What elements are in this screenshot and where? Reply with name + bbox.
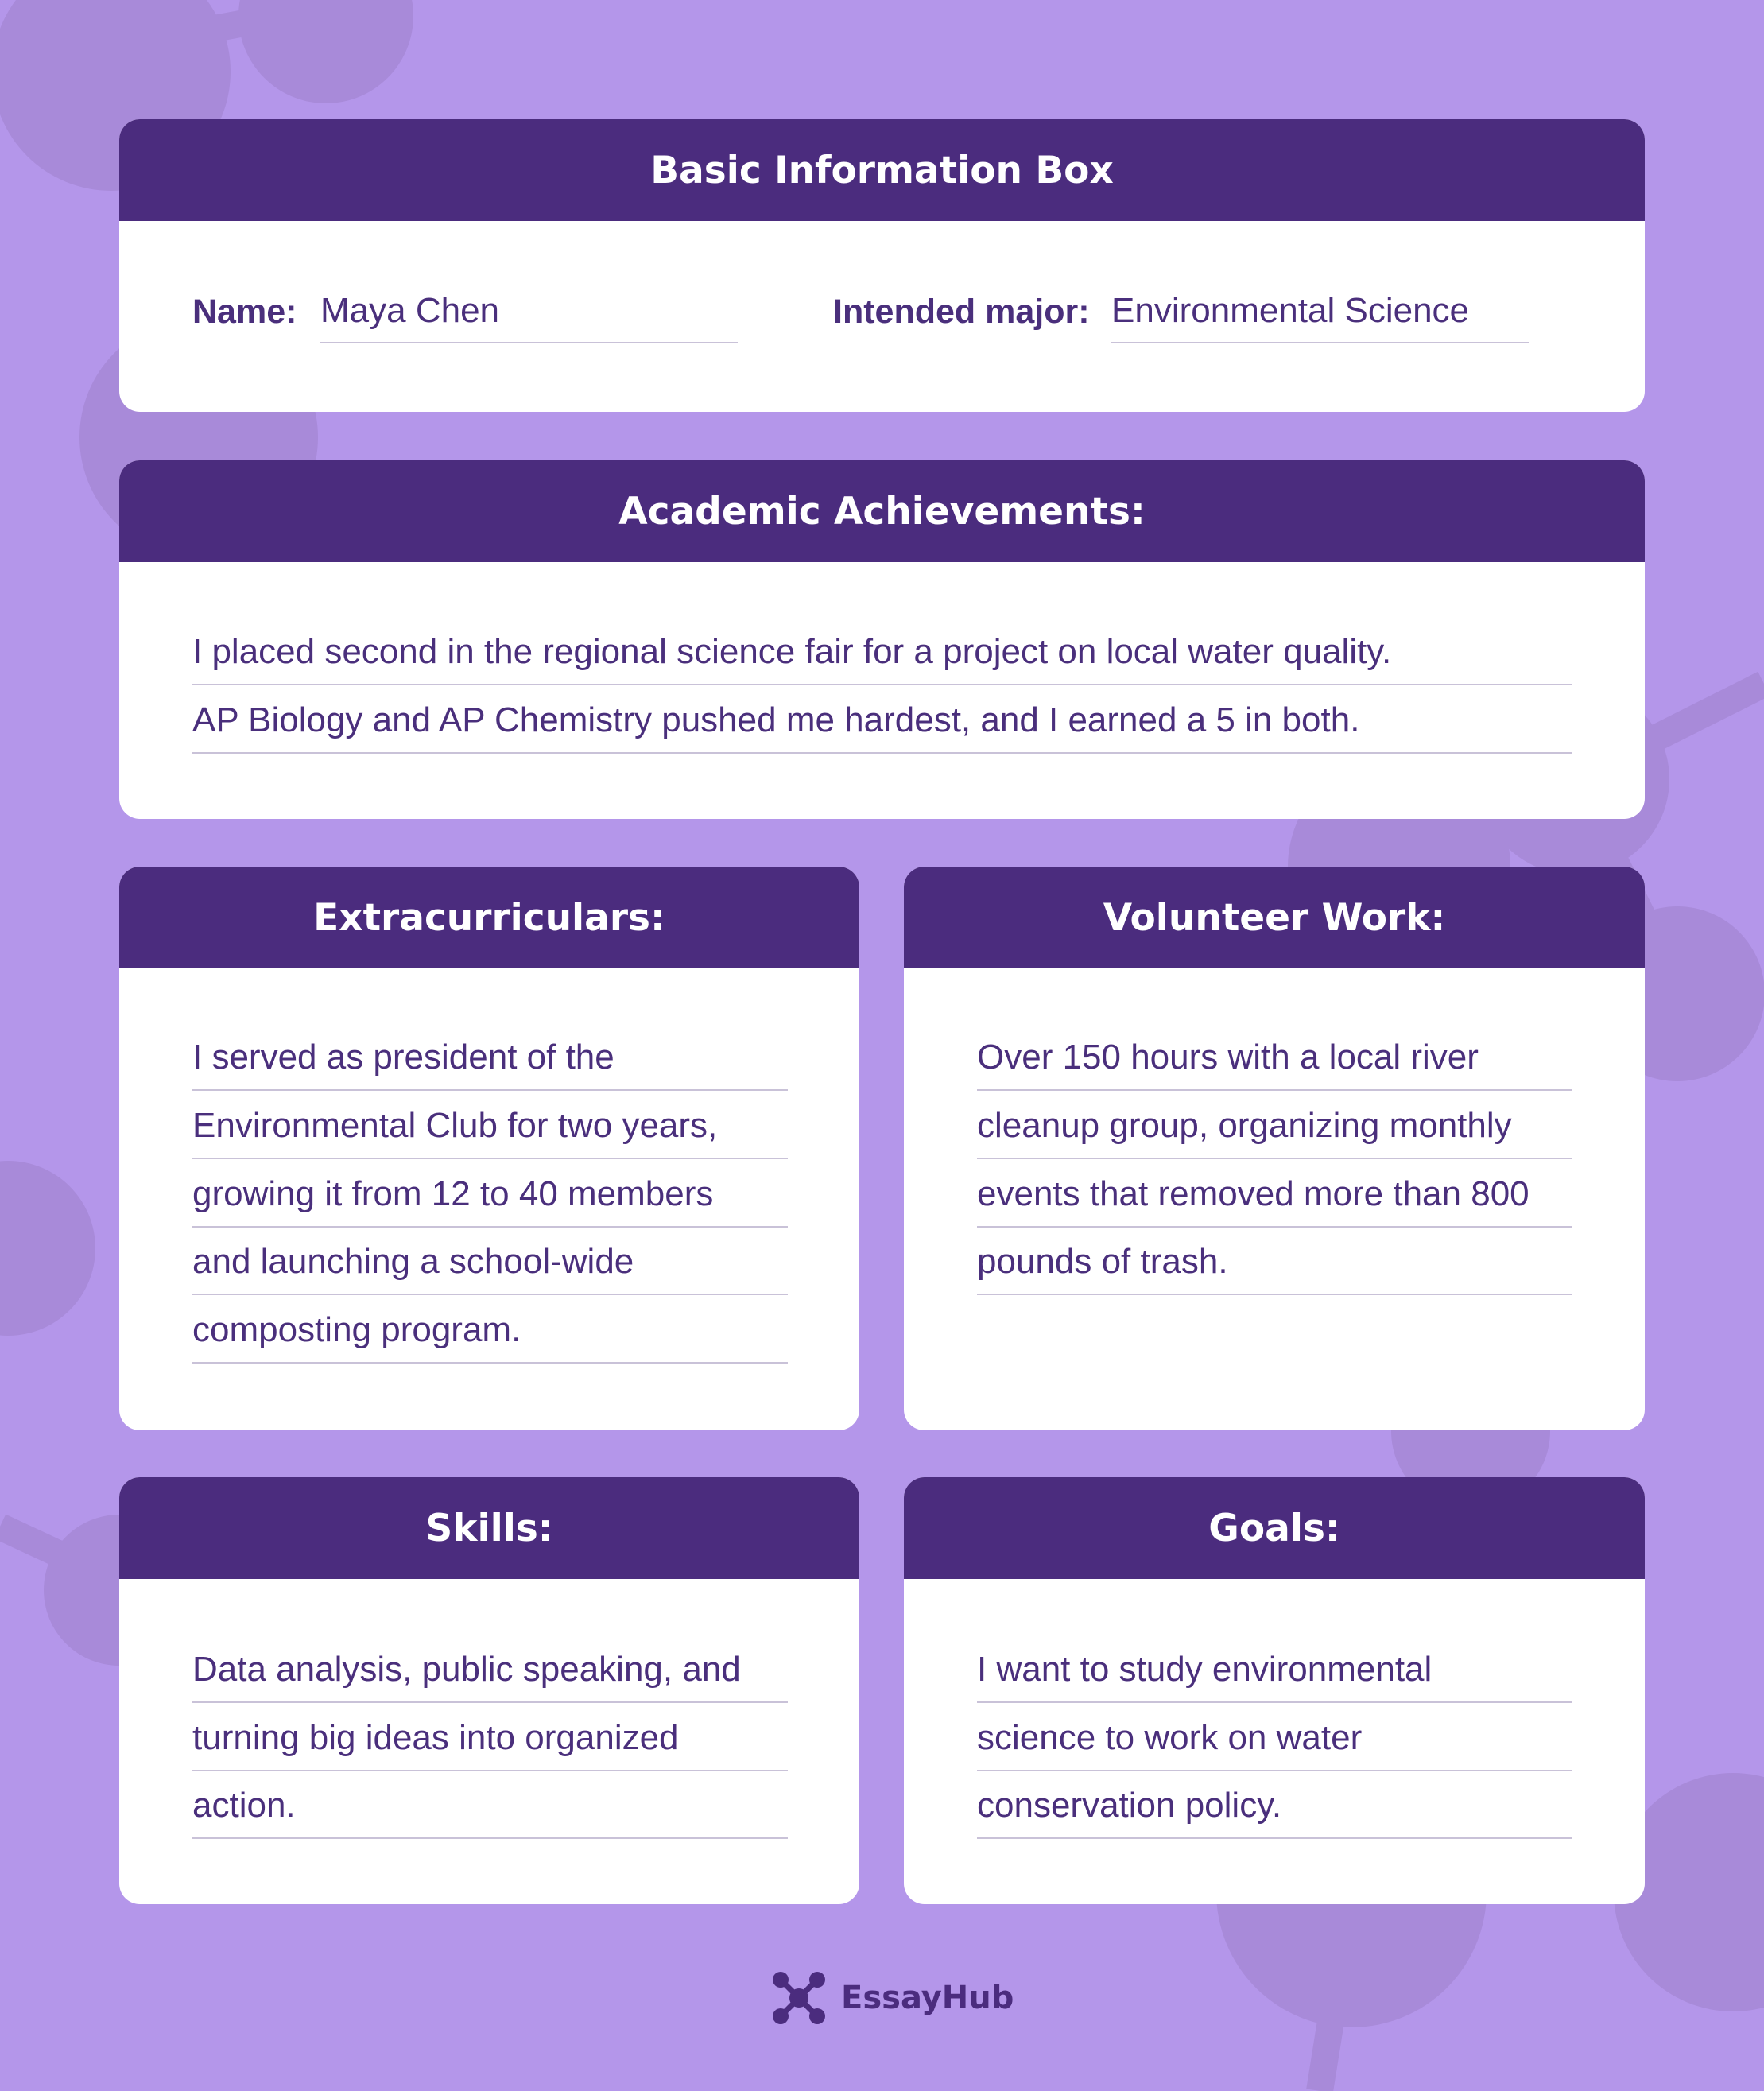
skills-title: Skills: bbox=[119, 1477, 859, 1579]
academic-line[interactable]: I placed second in the regional science fair for a project on local water quality. bbox=[192, 619, 1572, 685]
volunteer-line[interactable]: events that removed more than 800 bbox=[977, 1161, 1572, 1228]
extracurriculars-line[interactable]: and launching a school-wide bbox=[192, 1228, 788, 1295]
extracurriculars-line[interactable]: I served as president of the bbox=[192, 1024, 788, 1091]
goals-title: Goals: bbox=[904, 1477, 1645, 1579]
academic-achievements-card bbox=[119, 460, 1645, 819]
goals-line[interactable]: science to work on water bbox=[977, 1705, 1572, 1771]
volunteer-work-title: Volunteer Work: bbox=[904, 867, 1645, 968]
extracurriculars-line[interactable]: composting program. bbox=[192, 1297, 788, 1364]
skills-card bbox=[119, 1477, 859, 1904]
brand-name: EssayHub bbox=[841, 1980, 1014, 2016]
academic-line[interactable]: AP Biology and AP Chemistry pushed me hardest, and I earned a 5 in both. bbox=[192, 687, 1572, 754]
intended-major-label: Intended major: bbox=[833, 293, 1090, 331]
basic-info-title: Basic Information Box bbox=[119, 119, 1645, 221]
molecule-logo-icon bbox=[771, 1970, 827, 2026]
essayhub-logo bbox=[771, 1969, 1014, 2027]
volunteer-line[interactable]: cleanup group, organizing monthly bbox=[977, 1092, 1572, 1159]
extracurriculars-line[interactable]: growing it from 12 to 40 members bbox=[192, 1161, 788, 1228]
name-label: Name: bbox=[192, 293, 297, 331]
goals-line[interactable]: I want to study environmental bbox=[977, 1636, 1572, 1703]
skills-line[interactable]: Data analysis, public speaking, and bbox=[192, 1636, 788, 1703]
volunteer-work-card bbox=[904, 867, 1645, 1430]
volunteer-line[interactable]: pounds of trash. bbox=[977, 1228, 1572, 1295]
extracurriculars-card bbox=[119, 867, 859, 1430]
skills-line[interactable]: action. bbox=[192, 1772, 788, 1839]
volunteer-line[interactable]: Over 150 hours with a local river bbox=[977, 1024, 1572, 1091]
intended-major-field[interactable]: Environmental Science bbox=[1111, 278, 1529, 343]
goals-line[interactable]: conservation policy. bbox=[977, 1772, 1572, 1839]
academic-achievements-title: Academic Achievements: bbox=[119, 460, 1645, 562]
extracurriculars-title: Extracurriculars: bbox=[119, 867, 859, 968]
extracurriculars-line[interactable]: Environmental Club for two years, bbox=[192, 1092, 788, 1159]
goals-card bbox=[904, 1477, 1645, 1904]
skills-line[interactable]: turning big ideas into organized bbox=[192, 1705, 788, 1771]
basic-info-card bbox=[119, 119, 1645, 412]
name-field[interactable]: Maya Chen bbox=[320, 278, 738, 343]
